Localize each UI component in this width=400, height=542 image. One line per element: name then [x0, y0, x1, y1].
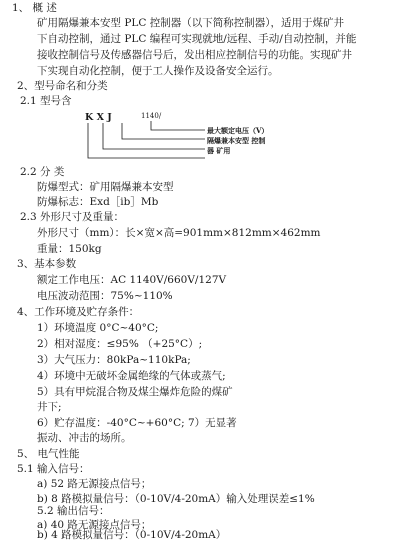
section-2-2-heading: 2.2 分 类: [20, 166, 65, 178]
weight-line: 重量：150kg: [37, 243, 102, 255]
voltage-fluctuation: 电压波动范围：75%~110%: [37, 290, 173, 302]
section-5-2-heading: 5.2 输出信号：: [37, 505, 110, 517]
output-signal-item: b) 4 路模拟量信号：（0-10V/4-20mA）: [37, 529, 227, 541]
section-3-heading: 3、基本参数: [17, 258, 77, 270]
condition-item: 1）环境温度 0°C~40°C;: [37, 322, 159, 334]
section-1-paragraph-line: 矿用隔爆兼本安型 PLC 控制器（以下简称控制器），适用于煤矿井: [37, 17, 344, 29]
section-4-heading: 4、工作环境及贮存条件：: [17, 306, 140, 318]
condition-item: 5）具有甲烷混合物及煤尘爆炸危险的煤矿: [37, 386, 233, 398]
section-1-paragraph-line: 下实现自动化控制，便于工人操作及设备安全运行。: [37, 65, 279, 77]
dimensions-line: 外形尺寸（mm）：长×宽×高=901mm×812mm×462mm: [37, 227, 321, 239]
model-connector-line: [103, 123, 205, 149]
model-connector-line: [122, 123, 205, 139]
section-1-heading: 1、 概 述: [12, 2, 57, 14]
section-5-heading: 5、 电气性能: [17, 448, 80, 460]
condition-item: 4）环境中无破坏金属绝缘的气体或蒸气;: [37, 370, 226, 382]
section-1-paragraph-line: 接收控制信号及传感器信号后，发出相应控制信号的功能。实现矿井: [37, 49, 352, 61]
condition-item: 6）贮存温度：-40°C~+60°C; 7）无显著: [37, 417, 237, 429]
model-legend-type: 隔爆兼本安型 控制: [207, 136, 266, 145]
section-1-paragraph-line: 下自动控制，通过 PLC 编程可实现就地/远程、手动/自动控制，并能: [37, 33, 357, 45]
section-2-1-heading: 2.1 型号含: [20, 95, 72, 107]
section-5-1-heading: 5.1 输入信号：: [17, 463, 90, 475]
explosion-proof-type: 防爆型式：矿用隔爆兼本安型: [37, 181, 174, 193]
model-legend-voltage: 最大额定电压（V）: [207, 126, 269, 135]
condition-item: 井下;: [37, 401, 62, 413]
input-signal-item: b) 8 路模拟量信号：（0-10V/4-20mA）输入处理误差≤1%: [37, 493, 315, 505]
condition-item: 2）相对湿度：≤95% （+25°C）;: [37, 338, 203, 350]
condition-item: 3）大气压力：80kPa~110kPa;: [37, 354, 191, 366]
model-connector-line: [151, 121, 205, 130]
input-signal-item: a) 52 路无源接点信号；: [37, 478, 152, 490]
condition-item: 振动、冲击的场所。: [37, 432, 132, 444]
model-max-voltage: 1140/: [141, 112, 162, 120]
model-code: K X J: [85, 112, 112, 123]
model-connector-line: [88, 123, 205, 158]
section-2-3-heading: 2.3 外形尺寸及重量：: [20, 211, 125, 223]
output-signal-item: a) 40 路无源接点信号；: [37, 519, 152, 531]
explosion-proof-mark: 防爆标志：Exd［ib］Mb: [37, 196, 159, 208]
model-legend-usage: 器 矿用: [207, 146, 231, 155]
section-2-heading: 2、型号命名和分类: [17, 80, 108, 92]
rated-voltage: 额定工作电压：AC 1140V/660V/127V: [37, 274, 227, 286]
